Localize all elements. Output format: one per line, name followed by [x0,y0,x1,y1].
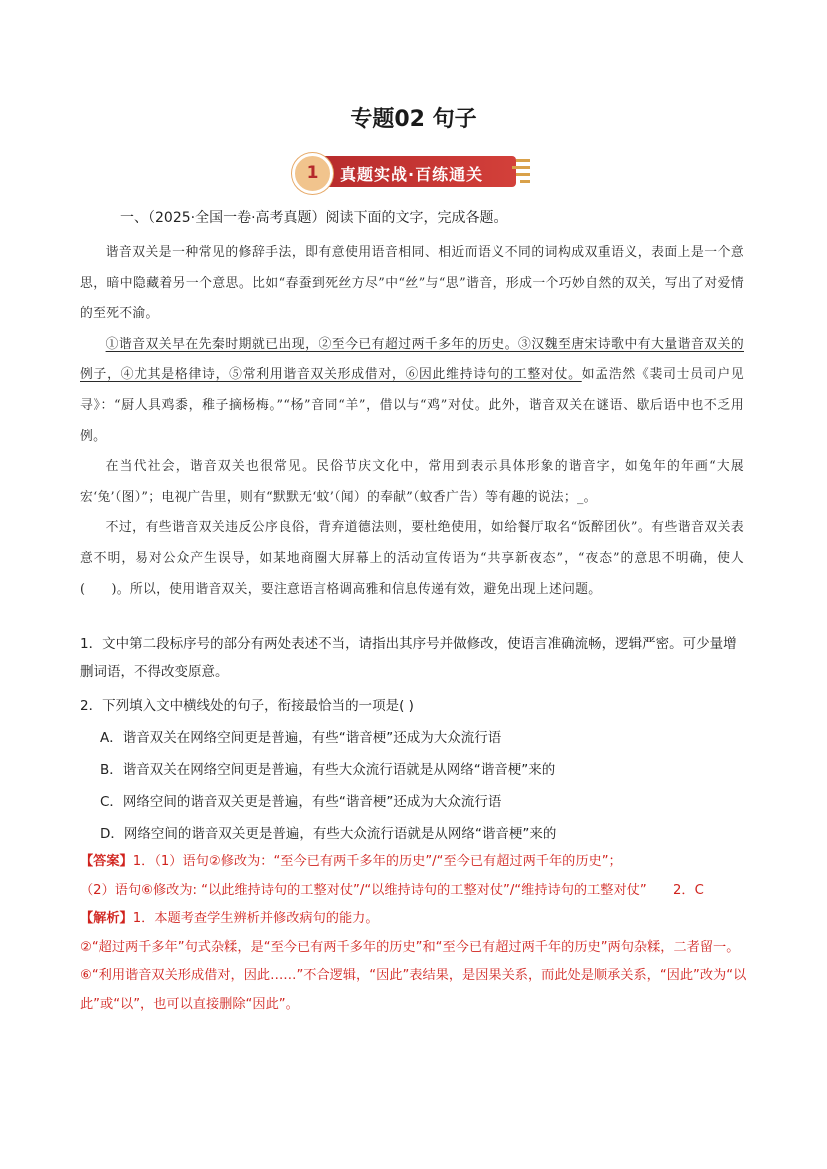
answer-line-1 [80,848,760,877]
answer-line-2: （2）语句⑥修改为: “以此维持诗句的工整对仗”/“以维持诗句的工整对仗”/“维持诗句的工整对仗” 2．C [80,882,704,898]
passage-paragraph-2-rest: 如孟浩然《裴司士员司户见寻》：“厨人具鸡黍，稚子摘杨梅。”“杨”音同“羊”，借以与“鸡”对仗。此外，谐音双关在谜语、歇后语中也不乏用例。 [80,367,744,444]
answer-text-1: 1．（1）语句②修改为：“至今已有两千多年的历史”/“至今已有超过两千年的历史”； [132,854,622,869]
question-intro: 一、（2025·全国一卷·高考真题）阅读下面的文字，完成各题。 [120,210,508,226]
option-c: C．网络空间的谐音双关更是普遍，有些“谐音梗”还成为大众流行语 [100,794,502,810]
questions [80,630,748,850]
option-b: B．谐音双关在网络空间更是普遍，有些大众流行语就是从网络“谐音梗”来的 [100,762,556,778]
passage-paragraph-3: 在当代社会，谐音双关也很常见。民俗节庆文化中，常用到表示具体形象的谐音字，如兔年的年画“大展宏‘兔’（图）”；电视广告里，则有“默默无‘蚊’（闻）的奉献”（蚊香广告）等有趣的说法；_。 [80,459,744,505]
question-1: 1．文中第二段标序号的部分有两处表述不当，请指出其序号并做修改，使语言准确流畅，逻辑严密。可少量增删词语，不得改变原意。 [80,636,737,680]
reading-passage [80,238,744,605]
analysis-line-3: ⑥“利用谐音双关形成借对，因此……”不合逻辑，“因此”表结果，是因果关系，而此处是顺承关系，“因此”改为“以此”或“以”，也可以直接删除“因此”。 [80,968,747,1012]
option-d: D．网络空间的谐音双关更是普遍，有些大众流行语就是从网络“谐音梗”来的 [100,826,557,842]
banner-stripes-icon [508,159,530,185]
analysis-line-1 [80,905,760,934]
passage-paragraph-2 [80,330,744,452]
banner-text: 真题实战·百练通关 [340,165,484,184]
option-a: A．谐音双关在网络空间更是普遍，有些“谐音梗”还成为大众流行语 [100,730,502,746]
page-title: 专题02 句子 [350,107,477,132]
banner-number: 1 [292,153,333,194]
passage-paragraph-1: 谐音双关是一种常见的修辞手法，即有意使用语音相同、相近而语义不同的词构成双重语义，表面上是一个意思，暗中隐藏着另一个意思。比如“春蚕到死丝方尽”中“丝”与“思”谐音，形成一个巧妙自然的双关，写出了对爱情的至死不渝。 [80,245,744,322]
analysis-text-1: 1．本题考查学生辨析并修改病句的能力。 [132,911,379,926]
answer-label: 【答案】 [80,854,133,869]
answer-section [80,848,760,1019]
underlined-sentences: ①谐音双关早在先秦时期就已出现，②至今已有超过两千多年的历史。③汉魏至唐宋诗歌中有大量谐音双关的例子，④尤其是格律诗，⑤常利用谐音双关形成借对，⑥因此维持诗句的工整对仗。 [80,336,744,383]
question-2: 2．下列填入文中横线处的句子，衔接最恰当的一项是( ) [80,698,414,714]
section-banner [292,153,537,193]
analysis-line-2: ②“超过两千多年”句式杂糅，是“至今已有两千多年的历史”和“至今已有超过两千年的历史”两句杂糅，二者留一。 [80,939,740,955]
analysis-label: 【解析】 [80,911,133,926]
passage-paragraph-4: 不过，有些谐音双关违反公序良俗，背弃道德法则，要杜绝使用，如给餐厅取名“饭醉团伙”。有些谐音双关表意不明，易对公众产生误导，如某地商圈大屏幕上的活动宣传语为“共享新夜态”，“夜态”的意思不明确，使人( )。所以，使用谐音双关，要注意语言格调高雅和信息传递有效，避免出现上述问题。 [80,520,744,597]
